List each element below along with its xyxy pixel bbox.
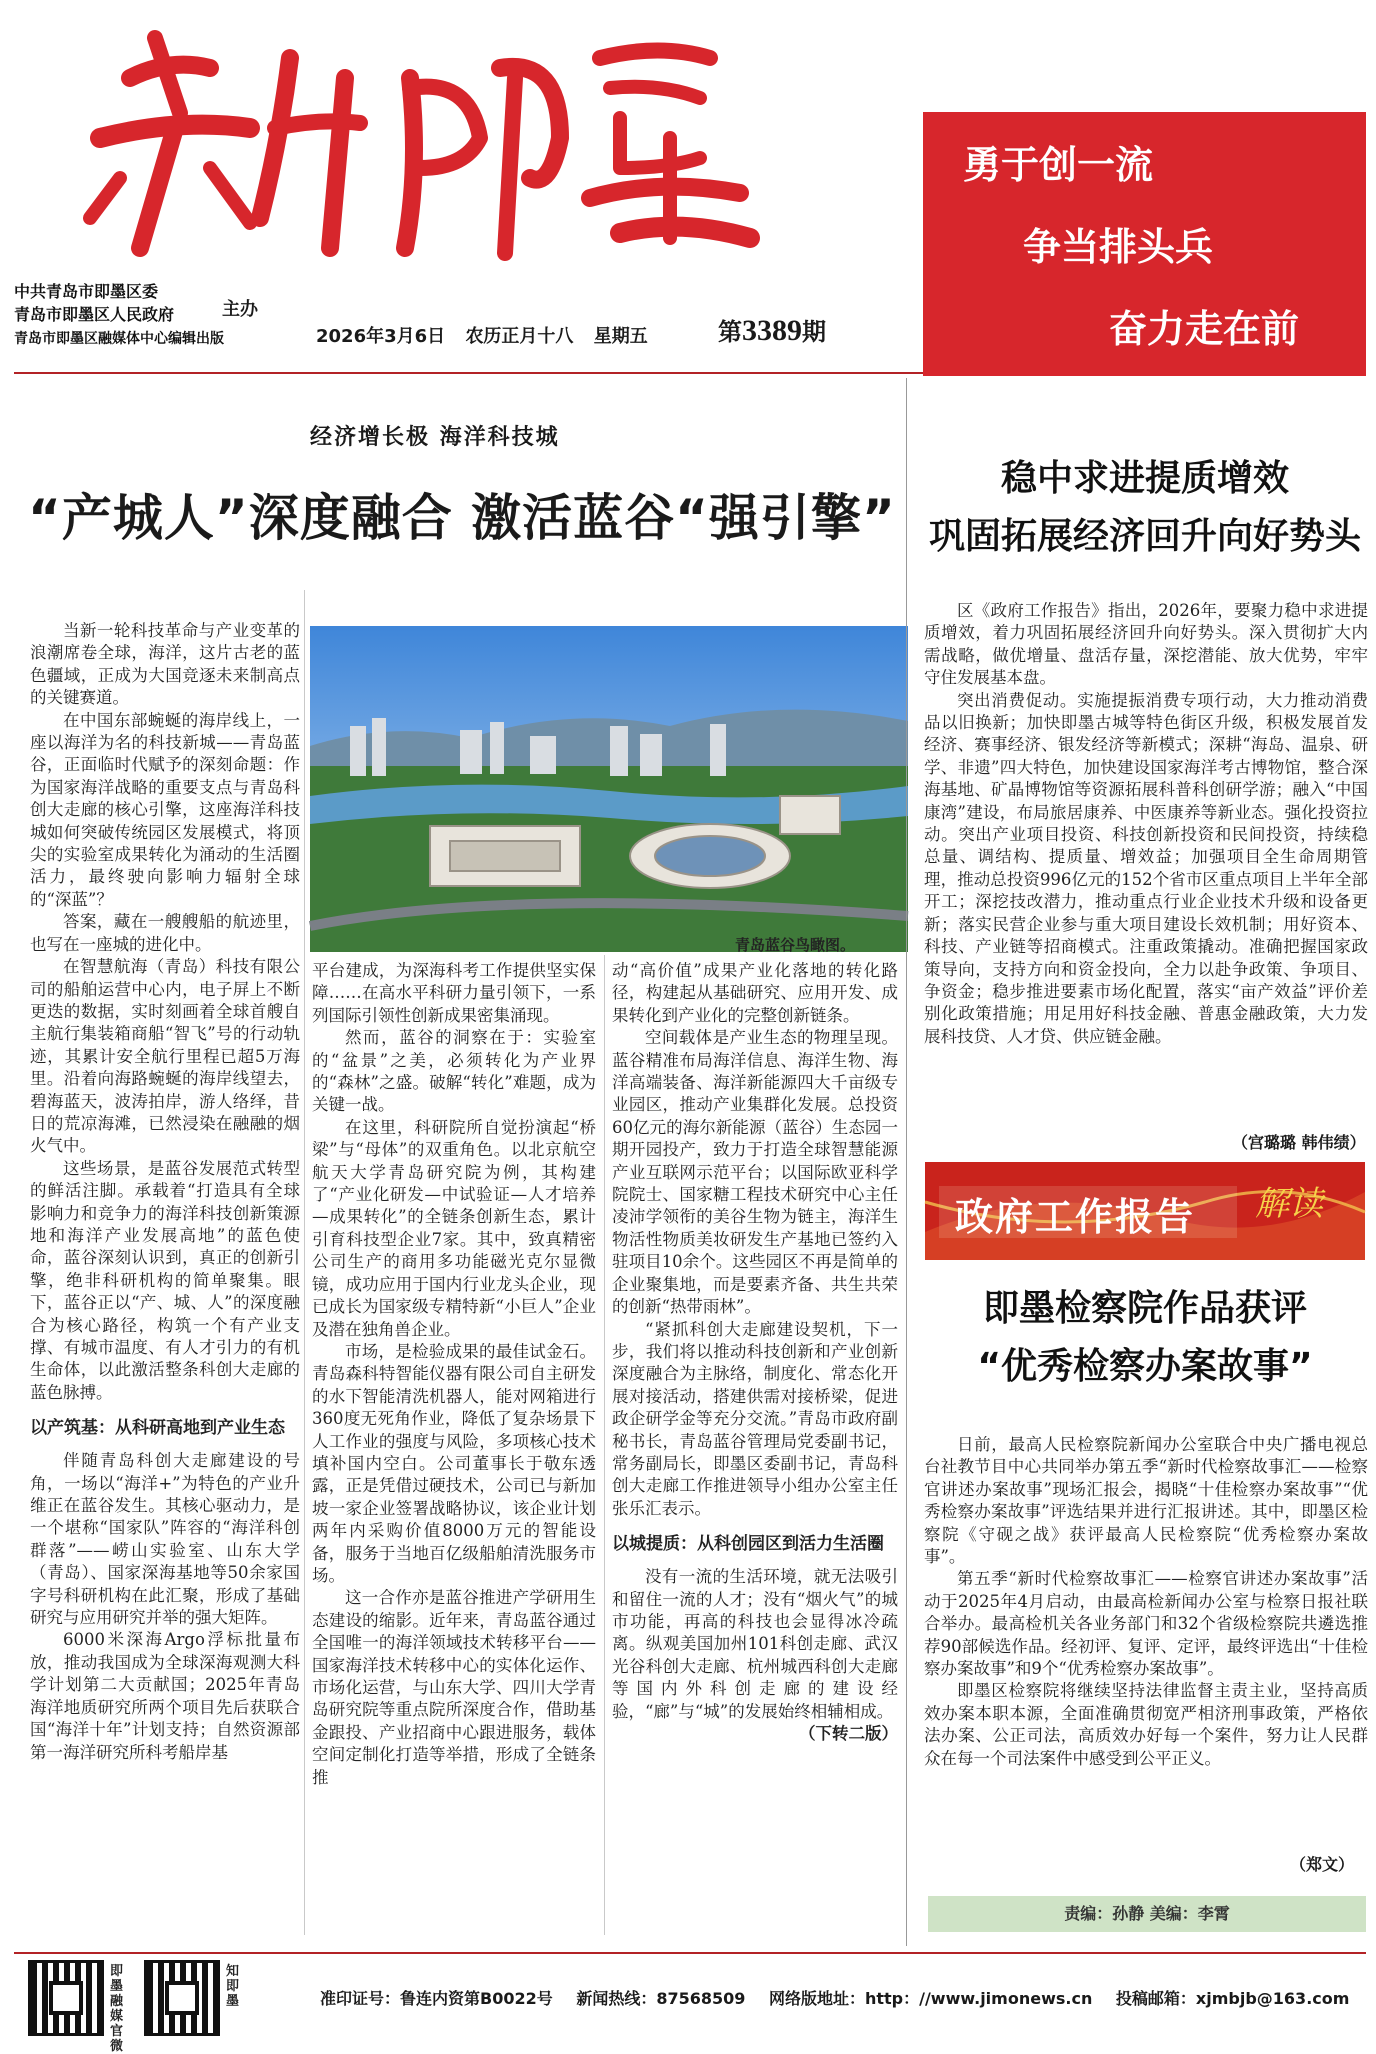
- qr-code-2[interactable]: [144, 1960, 220, 2036]
- lead-column-3: [612, 960, 898, 1745]
- website-link[interactable]: 网络版地址：http：//www.jimonews.cn: [768, 1989, 1093, 2008]
- slogan-line-1: 勇于创一流: [963, 143, 1154, 187]
- org-publisher: 青岛市即墨区融媒体中心编辑出版: [14, 331, 224, 347]
- lead-subheading-1: 以产筑基：从科研高地到产业生态: [30, 1418, 285, 1439]
- lead-paragraph: 动“高价值”成果产业化落地的转化路径，构建起从基础研究、应用开发、成果转化到产业化的完整创新链条。: [612, 961, 898, 1025]
- main-column-divider: [906, 378, 907, 1946]
- gov-report-paragraph: 区《政府工作报告》指出，2026年，要聚力稳中求进提质增效，着力巩固拓展经济回升向好势头。深入贯彻扩大内需战略，做优增量、盘活存量，深挖潜能、放大优势，牢牢守住发展基本盘。: [924, 601, 1368, 688]
- gov-report-headline: 稳中求进提质增效 巩固拓展经济回升向好势头: [928, 458, 1361, 557]
- lead-paragraph: 答案，藏在一艘艘船的航迹里，也写在一座城的进化中。: [30, 912, 300, 954]
- footer-rule: [14, 1952, 1366, 1954]
- slogan-line-2: 争当排头兵: [1023, 225, 1214, 269]
- gov-report-banner: [925, 1162, 1365, 1260]
- footer-info: [320, 1986, 1367, 2009]
- lead-paragraph: 这些场景，是蓝谷发展范式转型的鲜活注脚。承载着“打造具有全球影响力和竞争力的海洋科技创新策源地和海洋产业发展高地”的蓝色使命，蓝谷深刻认识到，真正的创新引擎，绝非科研机构的简单聚集。眼下，蓝谷正以“产、城、人”的深度融合为核心路径，构筑一个有产业支撑、有城市温度、有人才引力的有机生命体，以此激活整条科创大走廊的蓝色脉搏。: [30, 1158, 300, 1402]
- gov-report-paragraph: 突出消费促动。实施提振消费专项行动，大力推动消费品以旧换新；加快即墨古城等特色街区升级，积极发展首发经济、赛事经济、银发经济等新模式；深耕“海岛、温泉、研学、非遗”四大特色，加快建设国家海洋考古博物馆，整合深海基地、矿晶博物馆等资源拓展科普科创研学游；融入“中国康湾”建设，布局旅居康养、中医康养等新业态。强化投资拉动。突出产业项目投资、科技创新投资和民间投资，持续稳总量、调结构、提质量、增效益；加强项目全生命周期管理，推动总投资996亿元的152个省市区重点项目上半年全部开工；深挖技改潜力，推动重点行业企业技术升级和设备更新；落实民营企业参与重大项目建设长效机制；用好资本、科技、产业链等招商模式。注重政策撬动。准确把握国家政策导向，支持方向和资金投向，全力以赴争政策、争项目、争资金；稳步推进要素市场化配置，落实“亩产效益”评价差别化政策措施；用足用好科技金融、普惠金融政策，大力发展科技贷、人才贷、供应链金融。: [924, 690, 1368, 1046]
- procuratorate-byline: （郑文）: [1290, 1855, 1355, 1874]
- aerial-photo-illustration: [310, 626, 908, 952]
- lead-paragraph: 伴随青岛科创大走廊建设的号角，一场以“海洋+”为特色的产业升维正在蓝谷发生。其核心驱动力，是一个堪称“国家队”阵容的“海洋科创群落”——崂山实验室、山东大学（青岛）、国家深海基地等50余家国字号科研机构在此汇聚，形成了基础研究与应用研究并举的强大矩阵。: [30, 1451, 300, 1628]
- qr-label-1: 即墨融媒官微: [110, 1964, 124, 2054]
- lead-paragraph: 这一合作亦是蓝谷推进产学研用生态建设的缩影。近年来，青岛蓝谷通过全国唯一的海洋领域技术转移平台——国家海洋技术转移中心的实体化运作、市场化运营，与山东大学、四川大学青岛研究院等重点院所深度合作，借助基金跟投、产业招商中心跟进服务，载体空间定制化打造等举措，形成了全链条推: [312, 1588, 596, 1787]
- gov-report-body: [924, 600, 1368, 1048]
- lead-paragraph: 在智慧航海（青岛）科技有限公司的船舶运营中心内，电子屏上不断更迭的数据，实时刻画着全球首艘自主航行集装箱商船“智飞”号的行动轨迹，其累计安全航行里程已超5万海里。沿着向海路蜿蜒的海岸线望去，碧海蓝天，波涛拍岸，游人络绎，昔日的荒凉海滩，已然浸染在融融的烟火气中。: [30, 957, 300, 1156]
- lead-paragraph: 在中国东部蜿蜒的海岸线上，一座以海洋为名的科技新城——青岛蓝谷，正面临时代赋予的深刻命题：作为国家海洋战略的重要支点与青岛科创大走廊的核心引擎，这座海洋科技城如何突破传统园区发展模式，将顶尖的实验室成果转化为涌动的生活圈活力，最终驶向影响力辐射全球的“深蓝”？: [30, 710, 300, 909]
- weekday: 星期五: [593, 326, 648, 347]
- procuratorate-paragraph: 日前，最高人民检察院新闻办公室联合中央广播电视总台社教节目中心共同举办第五季“新时代检察故事汇——检察官讲述办案故事”现场汇报会，揭晓“十佳检察办案故事”“优秀检察办案故事”评选结果并进行汇报讲述。其中，即墨区检察院《守砚之战》获评最高人民检察院“优秀检察办案故事”。: [924, 1435, 1368, 1567]
- org-line-1: 中共青岛市即墨区委: [14, 282, 159, 301]
- continued-note: （下转二版）: [799, 1724, 898, 1743]
- issue-number-value: 3389: [742, 314, 802, 347]
- lead-photo: [310, 626, 908, 952]
- org-line-2: 青岛市即墨区人民政府: [14, 305, 175, 324]
- slogan-line-3: 奋力走在前: [1109, 307, 1300, 351]
- submission-email[interactable]: 投稿邮箱：xjmbjb@163.com: [1115, 1989, 1350, 2008]
- procuratorate-headline: 即墨检察院作品获评 “优秀检察办案故事”: [977, 1288, 1313, 1387]
- lead-paragraph: 没有一流的生活环境，就无法吸引和留住一流的人才；没有“烟火气”的城市功能，再高的科技也会显得冰冷疏离。纵观美国加州101科创走廊、武汉光谷科创大走廊、杭州城西科创大走廊等国内外科创走廊的建设经验，“廊”与“城”的发展始终相辅相成。: [612, 1567, 898, 1721]
- slogan-box: [923, 112, 1366, 376]
- column-divider: [304, 590, 305, 1935]
- masthead-logo: [60, 3, 760, 268]
- lead-subheading-2: 以城提质：从科创园区到活力生活圈: [612, 1534, 884, 1555]
- procuratorate-paragraph: 即墨区检察院将继续坚持法律监督主责主业，坚持高质效办案本职本源，全面准确贯彻宽严相济刑事政策，严格依法办案、公正司法，高质效办好每一个案件，努力让人民群众在每一个司法案件中感受到公平正义。: [924, 1681, 1368, 1768]
- procuratorate-paragraph: 第五季“新时代检察故事汇——检察官讲述办案故事”活动于2025年4月启动，由最高检新闻办公室与检察日报社联合举办。最高检机关各业务部门和32个省级检察院共遴选推荐90部候选作品。经初评、复评、定评，最终评选出“十佳检察办案故事”和9个“优秀检察办案故事”。: [924, 1569, 1368, 1679]
- lead-paragraph: “紧抓科创大走廊建设契机，下一步，我们将以推动科技创新和产业创新深度融合为主脉络，制度化、常态化开展对接活动，搭建供需对接桥梁，促进政企研学金等充分交流。”青岛市政府副秘书长，青岛蓝谷管理局党委副书记，常务副局长，即墨区委副书记，青岛科创大走廊工作推进领导小组办公室主任张乐汇表示。: [612, 1319, 898, 1518]
- lead-headline: “产城人”深度融合 激活蓝谷“强引擎”: [28, 489, 896, 547]
- lead-paragraph: 空间载体是产业生态的物理呈现。蓝谷精准布局海洋信息、海洋生物、海洋高端装备、海洋新能源四大千亩级专业园区，推动产业集群化发展。总投资60亿元的海尔新能源（蓝谷）生态园一期开园投产，致力于打造全球智慧能源产业互联网示范平台；以国际欧亚科学院院士、国家糖工程技术研究中心主任凌沛学领衔的美谷生物为链主，海洋生物活性物质美妆研发生产基地已签约入驻项目10余个。这些园区不再是简单的企业聚集地，而是要素齐备、共生共荣的创新“热带雨林”。: [612, 1028, 898, 1317]
- lead-paragraph: 市场，是检验成果的最佳试金石。青岛森科特智能仪器有限公司自主研发的水下智能清洗机器人，能对网箱进行360度无死角作业，降低了复杂场景下人工作业的强度与风险，多项核心技术填补国内空白。公司董事长于敬东透露，正是凭借过硬技术，公司已与新加坡一家企业签署战略协议，该企业计划两年内采购价值8000万元的智能设备，服务于当地百亿级船舶清洗服务市场。: [312, 1341, 596, 1585]
- org-sponsor: 主办: [222, 299, 258, 320]
- column-divider: [604, 955, 605, 1935]
- qr-code-1[interactable]: [28, 1960, 104, 2036]
- lead-paragraph: 平台建成，为深海科考工作提供坚实保障……在高水平科研力量引领下，一系列国际引领性创新成果密集涌现。: [312, 961, 596, 1025]
- news-hotline: 新闻热线：87568509: [576, 1989, 746, 2008]
- issue-date: 2026年3月6日: [316, 326, 446, 347]
- issue-number: 第3389期: [718, 314, 826, 347]
- lead-paragraph: 然而，蓝谷的洞察在于：实验室的“盆景”之美，必须转化为产业界的“森林”之盛。破解“转化”难题，成为关键一战。: [312, 1028, 596, 1115]
- procuratorate-body: [924, 1434, 1368, 1770]
- banner-script: 解读: [1255, 1184, 1323, 1224]
- photo-caption: 青岛蓝谷鸟瞰图。: [735, 936, 856, 954]
- gov-report-byline: （宫璐璐 韩伟绩）: [1232, 1133, 1366, 1152]
- logo-text: 新即墨: [60, 3, 109, 22]
- lead-column-1: [30, 620, 300, 1764]
- print-permit: 准印证号：鲁连内资第B0022号: [320, 1989, 553, 2008]
- lead-paragraph: 6000米深海Argo浮标批量布放，推动我国成为全球深海观测大科学计划第二大贡献国；2025年青岛海洋地质研究所两个项目先后获联合国“海洋十年”计划支持；自然资源部第一海洋研究所科考船岸基: [30, 1630, 300, 1762]
- lead-paragraph: 当新一轮科技革命与产业变革的浪潮席卷全球，海洋，这片古老的蓝色疆域，正成为大国竞逐未来制高点的关键赛道。: [30, 621, 300, 708]
- lead-column-2: [312, 960, 596, 1789]
- date-line: [316, 322, 662, 348]
- lead-paragraph: 在这里，科研院所自觉扮演起“桥梁”与“母体”的双重角色。以北京航空航天大学青岛研究院为例，其构建了“产业化研发—中试验证—人才培养—成果转化”的全链条创新生态，累计引育科技型企业7家。其中，致真精密公司生产的商用多功能磁光克尔显微镜，成功应用于国内行业龙头企业，现已成长为国家级专精特新“小巨人”企业及潜在独角兽企业。: [312, 1117, 596, 1339]
- qr-label-2: 知即墨: [226, 1964, 240, 2009]
- editor-bar: 责编：孙静 美编：李霄: [928, 1896, 1366, 1932]
- banner-text: 政府工作报告: [955, 1195, 1196, 1239]
- lunar-date: 农历正月十八: [465, 326, 574, 347]
- lead-kicker: 经济增长极 海洋科技城: [310, 424, 560, 450]
